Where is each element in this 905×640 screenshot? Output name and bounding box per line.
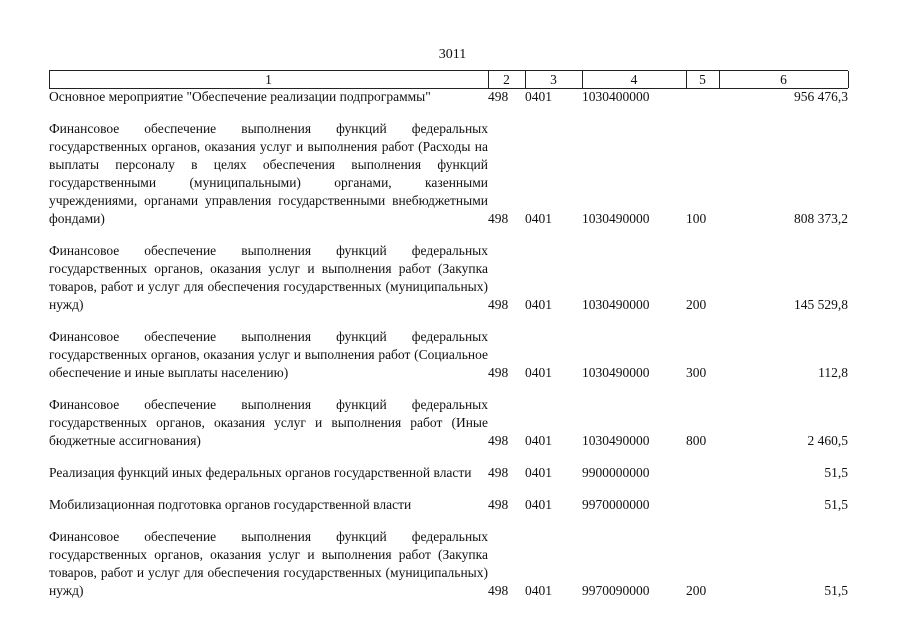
column-header-1: 1 <box>265 72 272 87</box>
row-amount: 2 460,5 <box>807 433 848 448</box>
row-target-code: 9900000000 <box>582 465 650 480</box>
row-section-code: 0401 <box>525 211 552 226</box>
table-row <box>49 482 848 514</box>
row-target-code: 1030490000 <box>582 433 650 448</box>
row-section-code: 0401 <box>525 297 552 312</box>
row-ministry-code: 498 <box>488 89 509 104</box>
row-ministry-code: 498 <box>488 433 509 448</box>
table-row <box>49 514 848 600</box>
row-expense-type <box>686 482 719 514</box>
row-target-code: 1030400000 <box>582 89 650 104</box>
row-amount: 145 529,8 <box>794 297 848 312</box>
row-section-code: 0401 <box>525 583 552 598</box>
row-ministry-code: 498 <box>488 297 509 312</box>
row-description: Основное мероприятие "Обеспечение реализации подпрограммы" <box>49 89 431 104</box>
column-header-5: 5 <box>699 72 706 87</box>
row-section-code: 0401 <box>525 365 552 380</box>
row-description: Финансовое обеспечение выполнения функций федеральных государственных органов, оказания услуг и выполнения работ (Социальное обеспечение и иные выплаты населению) <box>49 329 488 380</box>
row-description: Финансовое обеспечение выполнения функций федеральных государственных органов, оказания услуг и выполнения работ (Расходы на выплаты персоналу в целях обеспечения выполнения функций государственными (муниципальными) органами, казенными учреждениями, органами управления государственными внебюджетными фондами) <box>49 121 488 226</box>
row-section-code: 0401 <box>525 497 552 512</box>
budget-table <box>49 88 848 600</box>
row-target-code: 9970000000 <box>582 497 650 512</box>
table-row <box>49 228 848 314</box>
row-description: Реализация функций иных федеральных органов государственной власти <box>49 465 472 480</box>
row-section-code: 0401 <box>525 465 552 480</box>
row-amount: 51,5 <box>824 497 848 512</box>
table-row <box>49 106 848 228</box>
row-amount: 51,5 <box>824 465 848 480</box>
row-expense-type: 300 <box>686 365 707 380</box>
row-amount: 112,8 <box>818 365 848 380</box>
row-description: Финансовое обеспечение выполнения функций федеральных государственных органов, оказания услуг и выполнения работ (Иные бюджетные ассигнования) <box>49 397 488 448</box>
row-expense-type <box>686 88 719 106</box>
row-expense-type: 200 <box>686 297 707 312</box>
row-description: Финансовое обеспечение выполнения функций федеральных государственных органов, оказания услуг и выполнения работ (Закупка товаров, работ и услуг для обеспечения государственных (муниципальных) нужд) <box>49 243 488 312</box>
row-target-code: 9970090000 <box>582 583 650 598</box>
row-target-code: 1030490000 <box>582 211 650 226</box>
row-description: Финансовое обеспечение выполнения функций федеральных государственных органов, оказания услуг и выполнения работ (Закупка товаров, работ и услуг для обеспечения государственных (муниципальных) нужд) <box>49 529 488 598</box>
table-row <box>49 314 848 382</box>
row-ministry-code: 498 <box>488 365 509 380</box>
row-description: Мобилизационная подготовка органов государственной власти <box>49 497 412 512</box>
row-target-code: 1030490000 <box>582 297 650 312</box>
column-header-6: 6 <box>780 72 787 87</box>
row-amount: 51,5 <box>824 583 848 598</box>
row-expense-type <box>686 450 719 482</box>
row-ministry-code: 498 <box>488 465 509 480</box>
row-expense-type: 800 <box>686 433 707 448</box>
column-header-3: 3 <box>550 72 557 87</box>
column-header-2: 2 <box>503 72 510 87</box>
row-section-code: 0401 <box>525 89 552 104</box>
table-row <box>49 88 848 106</box>
table-row <box>49 450 848 482</box>
page-number: 3011 <box>438 47 467 62</box>
row-expense-type: 100 <box>686 211 707 226</box>
row-amount: 956 476,3 <box>794 89 848 104</box>
column-header-4: 4 <box>630 72 638 87</box>
row-target-code: 1030490000 <box>582 365 650 380</box>
table-row <box>49 382 848 450</box>
column-divider <box>848 71 849 88</box>
row-ministry-code: 498 <box>488 211 509 226</box>
row-expense-type: 200 <box>686 583 707 598</box>
row-ministry-code: 498 <box>488 497 509 512</box>
row-amount: 808 373,2 <box>794 211 848 226</box>
row-ministry-code: 498 <box>488 583 509 598</box>
row-section-code: 0401 <box>525 433 552 448</box>
